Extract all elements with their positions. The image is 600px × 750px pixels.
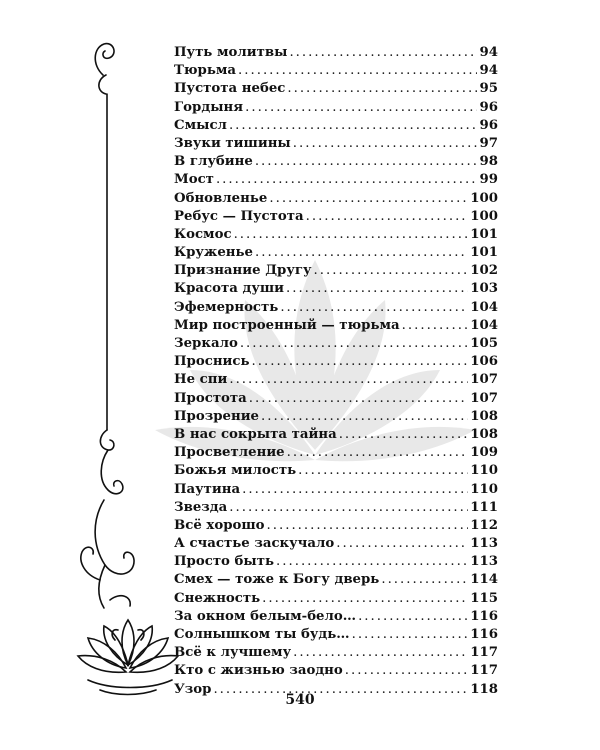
toc-entry-page: 101 xyxy=(470,245,498,261)
toc-dot-leader xyxy=(262,590,468,608)
toc-entry-title: Эфемерность xyxy=(174,299,279,315)
toc-dot-leader xyxy=(289,44,477,62)
toc-dot-leader xyxy=(293,644,468,662)
toc-entry-page: 100 xyxy=(470,208,498,224)
toc-dot-leader xyxy=(293,135,478,153)
toc-entry xyxy=(174,117,498,135)
toc-entry-title: Всё к лучшему xyxy=(174,645,292,661)
toc-entry xyxy=(174,153,498,171)
toc-entry-page: 113 xyxy=(470,536,498,552)
toc-entry xyxy=(174,499,498,517)
toc-entry-page: 104 xyxy=(470,317,498,333)
toc-entry xyxy=(174,553,498,571)
page-number: 540 xyxy=(285,692,315,708)
toc-dot-leader xyxy=(280,299,468,317)
toc-entry xyxy=(174,644,498,662)
toc-entry-title: Просто быть xyxy=(174,554,275,570)
toc-entry-page: 97 xyxy=(479,135,498,151)
toc-dot-leader xyxy=(287,444,469,462)
toc-entry-page: 108 xyxy=(470,426,498,442)
toc-dot-leader xyxy=(352,626,469,644)
toc-entry xyxy=(174,371,498,389)
toc-dot-leader xyxy=(240,335,468,353)
toc-dot-leader xyxy=(229,117,478,135)
toc-dot-leader xyxy=(402,317,469,335)
toc-entry-page: 112 xyxy=(470,517,498,533)
toc-entry-title: Круженье xyxy=(174,245,254,261)
toc-dot-leader xyxy=(336,535,468,553)
toc-entry-page: 95 xyxy=(479,81,498,97)
toc-entry-title: Мир построенный — тюрьма xyxy=(174,317,400,333)
toc-entry-page: 109 xyxy=(470,445,498,461)
toc-entry-title: Тюрьма xyxy=(174,63,237,79)
toc-entry xyxy=(174,626,498,644)
toc-entry-page: 115 xyxy=(470,590,498,606)
toc-dot-leader xyxy=(339,426,469,444)
toc-entry-title: Зеркало xyxy=(174,336,238,351)
toc-entry-title: Не спи xyxy=(174,372,228,388)
toc-entry xyxy=(174,62,498,80)
toc-entry-title: Космос xyxy=(174,226,232,242)
toc-dot-leader xyxy=(286,280,468,298)
toc-entry-title: Звезда xyxy=(174,499,228,515)
toc-entry-page: 118 xyxy=(470,681,498,697)
toc-entry xyxy=(174,244,498,262)
toc-entry xyxy=(174,171,498,189)
toc-entry-page: 105 xyxy=(470,336,498,351)
toc-entry xyxy=(174,99,498,117)
toc-entry xyxy=(174,299,498,317)
toc-entry-page: 94 xyxy=(479,45,498,60)
toc-dot-leader xyxy=(269,190,468,208)
toc-entry-page: 117 xyxy=(470,663,498,679)
toc-entry-title: Божья милость xyxy=(174,463,297,479)
toc-dot-leader xyxy=(238,62,477,80)
toc-dot-leader xyxy=(216,171,478,189)
toc-entry-title: В нас сокрыта тайна xyxy=(174,426,337,442)
toc-entry xyxy=(174,481,498,499)
toc-entry xyxy=(174,80,498,98)
toc-entry-title: А счастье заскучало xyxy=(174,536,335,552)
toc-entry-page: 96 xyxy=(479,99,498,115)
toc-dot-leader xyxy=(229,371,468,389)
toc-entry-page: 98 xyxy=(479,154,498,170)
toc-entry xyxy=(174,390,498,408)
toc-entry xyxy=(174,662,498,680)
toc-entry-title: Просветление xyxy=(174,445,285,461)
toc-entry xyxy=(174,44,498,62)
toc-entry-title: Солнышком ты будь… xyxy=(174,627,350,642)
toc-entry xyxy=(174,262,498,280)
lotus-vine-ornament-icon xyxy=(0,0,200,750)
toc-dot-leader xyxy=(267,517,469,535)
table-of-contents xyxy=(174,44,498,699)
toc-entry-page: 104 xyxy=(470,299,498,315)
toc-entry xyxy=(174,571,498,589)
toc-entry xyxy=(174,280,498,298)
toc-entry-title: Звуки тишины xyxy=(174,135,291,151)
toc-entry-page: 100 xyxy=(470,190,498,206)
toc-entry-title: Красота души xyxy=(174,281,284,297)
toc-dot-leader xyxy=(245,99,477,117)
toc-entry-page: 106 xyxy=(470,354,498,370)
toc-entry xyxy=(174,135,498,153)
toc-entry xyxy=(174,608,498,626)
toc-entry-title: Мост xyxy=(174,172,214,188)
toc-entry-title: Кто с жизнью заодно xyxy=(174,663,343,679)
toc-entry-title: Проснись xyxy=(174,354,250,370)
toc-entry-page: 110 xyxy=(470,463,498,479)
toc-entry-page: 101 xyxy=(470,226,498,242)
toc-entry-title: Смысл xyxy=(174,117,227,133)
toc-entry xyxy=(174,462,498,480)
toc-entry-title: Обновленье xyxy=(174,190,268,206)
toc-dot-leader xyxy=(242,481,468,499)
toc-entry-title: Гордыня xyxy=(174,99,244,115)
toc-entry xyxy=(174,208,498,226)
toc-entry xyxy=(174,408,498,426)
toc-entry xyxy=(174,426,498,444)
toc-entry-title: Ребус — Пустота xyxy=(174,208,304,224)
toc-entry xyxy=(174,353,498,371)
toc-entry-page: 102 xyxy=(470,263,498,279)
toc-dot-leader xyxy=(314,262,469,280)
toc-entry-title: Пустота небес xyxy=(174,81,286,97)
toc-entry-page: 114 xyxy=(470,572,498,588)
toc-dot-leader xyxy=(298,462,468,480)
toc-entry-title: Всё хорошо xyxy=(174,517,265,533)
toc-dot-leader xyxy=(276,553,468,571)
toc-entry-page: 111 xyxy=(470,499,498,515)
toc-dot-leader xyxy=(255,153,478,171)
toc-entry-page: 117 xyxy=(470,645,498,661)
toc-entry xyxy=(174,335,498,353)
toc-entry-title: В глубине xyxy=(174,154,253,170)
toc-dot-leader xyxy=(381,571,468,589)
toc-entry-page: 116 xyxy=(470,627,498,642)
toc-entry-title: Путь молитвы xyxy=(174,45,288,60)
toc-entry xyxy=(174,535,498,553)
toc-dot-leader xyxy=(252,353,469,371)
toc-dot-leader xyxy=(306,208,469,226)
toc-dot-leader xyxy=(261,408,468,426)
toc-dot-leader xyxy=(249,390,468,408)
toc-dot-leader xyxy=(287,80,477,98)
toc-entry-title: Простота xyxy=(174,390,247,406)
toc-entry-page: 94 xyxy=(479,63,498,79)
toc-entry-title: Признание Другу xyxy=(174,263,312,279)
toc-entry xyxy=(174,226,498,244)
toc-entry xyxy=(174,444,498,462)
toc-entry-title: Паутина xyxy=(174,481,241,497)
toc-entry-page: 113 xyxy=(470,554,498,570)
toc-entry-page: 103 xyxy=(470,281,498,297)
toc-entry xyxy=(174,317,498,335)
toc-entry xyxy=(174,590,498,608)
toc-entry-title: За окном белым-бело… xyxy=(174,608,357,624)
toc-entry-page: 107 xyxy=(470,390,498,406)
toc-dot-leader xyxy=(345,662,468,680)
toc-entry-page: 110 xyxy=(470,481,498,497)
toc-entry-page: 96 xyxy=(479,117,498,133)
toc-entry-title: Смех — тоже к Богу дверь xyxy=(174,572,380,588)
toc-dot-leader xyxy=(255,244,468,262)
toc-dot-leader xyxy=(229,499,468,517)
toc-entry-page: 116 xyxy=(470,608,498,624)
toc-dot-leader xyxy=(234,226,469,244)
toc-entry xyxy=(174,517,498,535)
toc-entry-page: 108 xyxy=(470,408,498,424)
toc-dot-leader xyxy=(358,608,468,626)
toc-entry-page: 107 xyxy=(470,372,498,388)
toc-entry-title: Прозрение xyxy=(174,408,260,424)
toc-entry-page: 99 xyxy=(479,172,498,188)
toc-entry-title: Узор xyxy=(174,681,212,697)
toc-entry-title: Снежность xyxy=(174,590,261,606)
toc-entry xyxy=(174,190,498,208)
